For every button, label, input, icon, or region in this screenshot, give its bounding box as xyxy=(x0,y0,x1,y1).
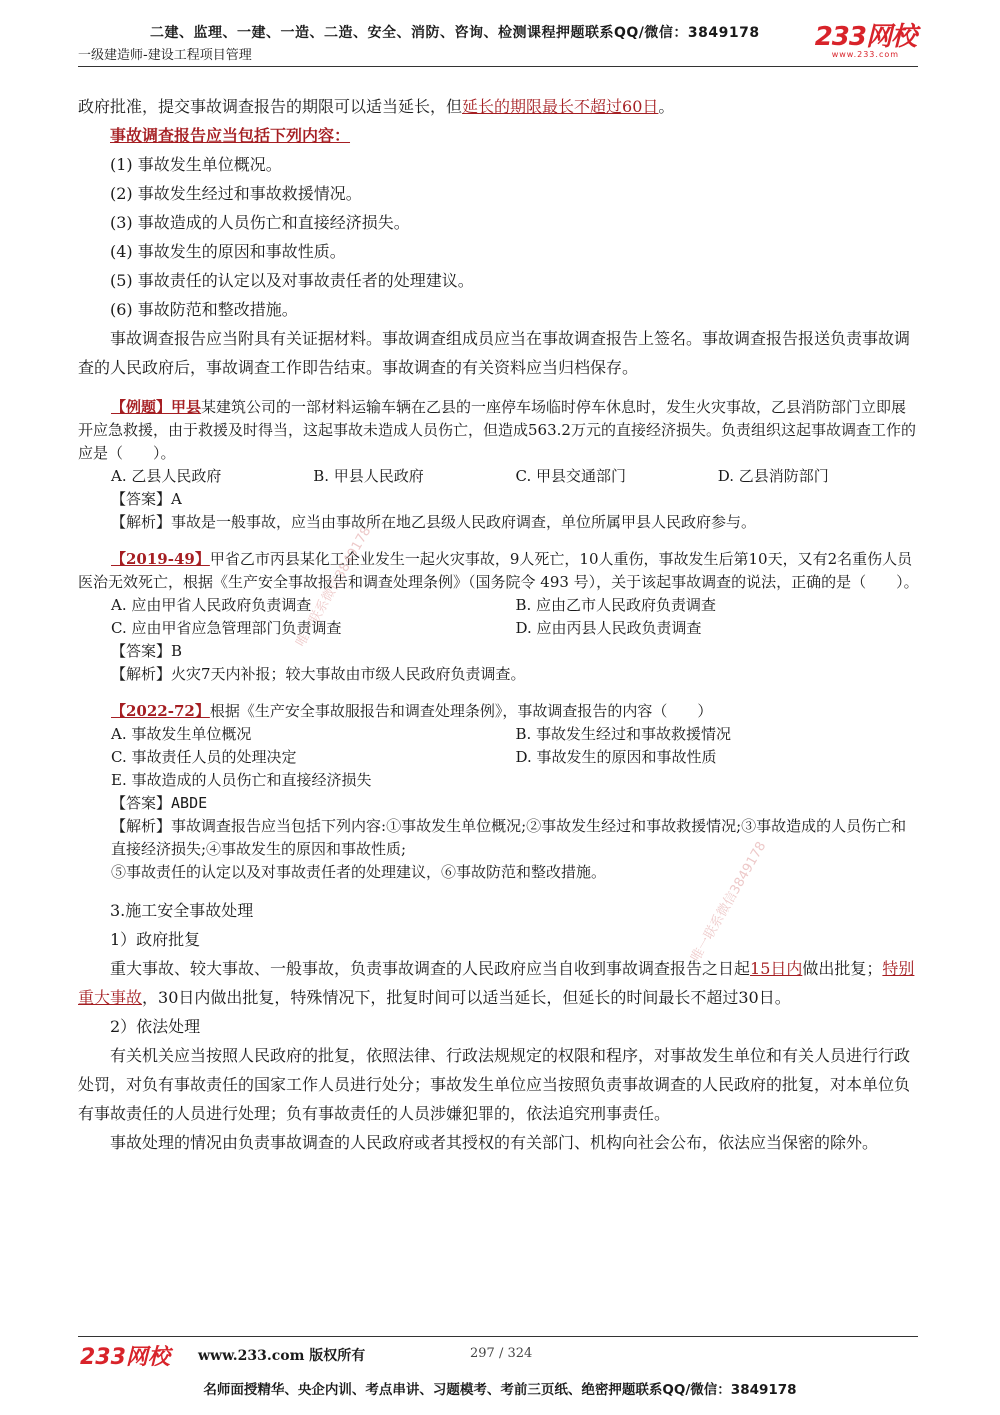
list-item: (4) 事故发生的原因和事故性质。 xyxy=(110,242,346,261)
list-item: (5) 事故责任的认定以及对事故责任者的处理建议。 xyxy=(110,271,474,290)
question-2022-72 xyxy=(78,700,920,884)
paragraph: 有关机关应当按照人民政府的批复，依照法律、行政法规规定的权限和程序，对事故发生单位和有关人员进行行政处罚，对负有事故责任的国家工作人员进行处分；事故发生单位应当按照负责事故调查的人民政府的批复，对本单位负有事故责任的人员进行处理；负有事故责任的人员涉嫌犯罪的，依法追究刑事责任。 xyxy=(78,1046,911,1123)
paragraph: 事故处理的情况由负责事故调查的人民政府或者其授权的有关部门、机构向社会公布，依法应当保密的除外。 xyxy=(110,1133,879,1152)
highlight-text: 15日内 xyxy=(750,959,803,978)
option: B. 事故发生经过和事故救援情况 xyxy=(515,725,732,743)
option: C. 应由甲省应急管理部门负责调查 xyxy=(111,619,342,637)
option: B. 应由乙市人民政府负责调查 xyxy=(515,596,717,614)
subsection-title: 2）依法处理 xyxy=(110,1017,201,1036)
footer-contact-line: 名师面授精华、央企内训、考点串讲、习题模考、考前三页纸、绝密押题联系QQ/微信：3849178 xyxy=(203,1382,797,1398)
question-stem: 【例题】甲县某建筑公司的一部材料运输车辆在乙县的一座停车场临时停车休息时，发生火灾事故，乙县消防部门立即展开应急救援，由于救援及时得当，这起事故未造成人员伤亡，但造成563.2万元的直接经济损失。负责组织这起事故调查工作的应是（ ）。 xyxy=(78,398,916,462)
question-tag: 【例题】甲县 xyxy=(111,398,202,416)
answer-line: 【答案】B xyxy=(111,642,183,660)
answer-options xyxy=(78,723,920,769)
footer-logo: 233网校 xyxy=(80,1345,170,1370)
page-number: 297 / 324 xyxy=(470,1346,533,1361)
list-item: (1) 事故发生单位概况。 xyxy=(110,155,282,174)
question-stem: 【2019-49】甲省乙市丙县某化工企业发生一起火灾事故，9人死亡，10人重伤，事故发生后第10天，又有2名重伤人员医治无效死亡，根据《生产安全事故报告和调查处理条例》（国务院令 493 号），关于该起事故调查的说法，正确的是（ ）。 xyxy=(78,550,919,591)
answer-options xyxy=(78,465,920,488)
option: A. 乙县人民政府 xyxy=(111,467,222,485)
option: A. 事故发生单位概况 xyxy=(111,725,252,743)
answer-options xyxy=(78,594,920,640)
option: C. 事故责任人员的处理决定 xyxy=(111,748,297,766)
brand-logo xyxy=(815,24,916,60)
footer-copyright: www.233.com 版权所有 xyxy=(198,1348,366,1364)
report-contents-heading: 事故调查报告应当包括下列内容： xyxy=(110,126,351,145)
intro-paragraph: 政府批准，提交事故调查报告的期限可以适当延长，但延长的期限最长不超过60日。 xyxy=(78,97,675,116)
list-item: (6) 事故防范和整改措施。 xyxy=(110,300,298,319)
subsection-title: 1）政府批复 xyxy=(110,930,201,949)
option: D. 乙县消防部门 xyxy=(717,467,829,485)
question-example xyxy=(78,396,920,534)
explanation-line: 【解析】火灾7天内补报；较大事故由市级人民政府负责调查。 xyxy=(111,665,526,683)
question-tag: 【2019-49】 xyxy=(111,550,210,568)
closing-paragraph: 事故调查报告应当附具有关证据材料。事故调查组成员应当在事故调查报告上签名。事故调查报告报送负责事故调查的人民政府后，事故调查工作即告结束。事故调查的有关资料应当归档保存。 xyxy=(78,329,911,377)
section-accident-handling xyxy=(78,896,920,1157)
watermark: 唯一联系微信3849178 xyxy=(688,839,770,965)
question-tag: 【2022-72】 xyxy=(111,702,210,720)
option: E. 事故造成的人员伤亡和直接经济损失 xyxy=(111,771,372,789)
explanation-line: ⑤事故责任的认定以及对事故责任者的处理建议，⑥事故防范和整改措施。 xyxy=(111,863,607,881)
option: A. 应由甲省人民政府负责调查 xyxy=(111,596,312,614)
paragraph: 重大事故、较大事故、一般事故，负责事故调查的人民政府应当自收到事故调查报告之日起15日内做出批复；特别重大事故，30日内做出批复，特殊情况下，批复时间可以适当延长，但延长的时间最长不超过30日。 xyxy=(78,959,915,1007)
explanation-line: 【解析】事故调查报告应当包括下列内容:①事故发生单位概况;②事故发生经过和事故救援情况;③事故造成的人员伤亡和直接经济损失;④事故发生的原因和事故性质; xyxy=(111,817,907,858)
section-title: 3.施工安全事故处理 xyxy=(110,901,254,920)
option: B. 甲县人民政府 xyxy=(313,467,424,485)
option: D. 应由丙县人民政负责调查 xyxy=(515,619,702,637)
logo-text: 233网校 xyxy=(814,22,916,52)
option: C. 甲县交通部门 xyxy=(515,467,626,485)
answer-line: 【答案】ABDE xyxy=(111,794,208,812)
footer-divider xyxy=(78,1336,918,1337)
header-divider xyxy=(78,66,918,67)
highlight-text: 延长的期限最长不超过60日 xyxy=(462,97,659,116)
explanation-line: 【解析】事故是一般事故，应当由事故所在地乙县级人民政府调查，单位所属甲县人民政府参与。 xyxy=(111,513,757,531)
list-item: (2) 事故发生经过和事故救援情况。 xyxy=(110,184,362,203)
header-contact-line: 二建、监理、一建、一造、二造、安全、消防、咨询、检测课程押题联系QQ/微信：3849178 xyxy=(150,25,760,41)
list-item: (3) 事故造成的人员伤亡和直接经济损失。 xyxy=(110,213,410,232)
question-2019-49 xyxy=(78,548,920,686)
option: D. 事故发生的原因和事故性质 xyxy=(515,748,717,766)
question-stem: 【2022-72】根据《生产安全事故服报告和调查处理条例》，事故调查报告的内容（ ） xyxy=(111,702,713,720)
highlight-text: 特别重大事故 xyxy=(78,959,915,1007)
document-body xyxy=(78,92,920,1157)
watermark: 唯一联系微信3849178 xyxy=(293,524,375,650)
header-subtitle: 一级建造师-建设工程项目管理 xyxy=(78,48,252,63)
logo-url: www.233.com xyxy=(831,50,900,59)
answer-line: 【答案】A xyxy=(111,490,182,508)
